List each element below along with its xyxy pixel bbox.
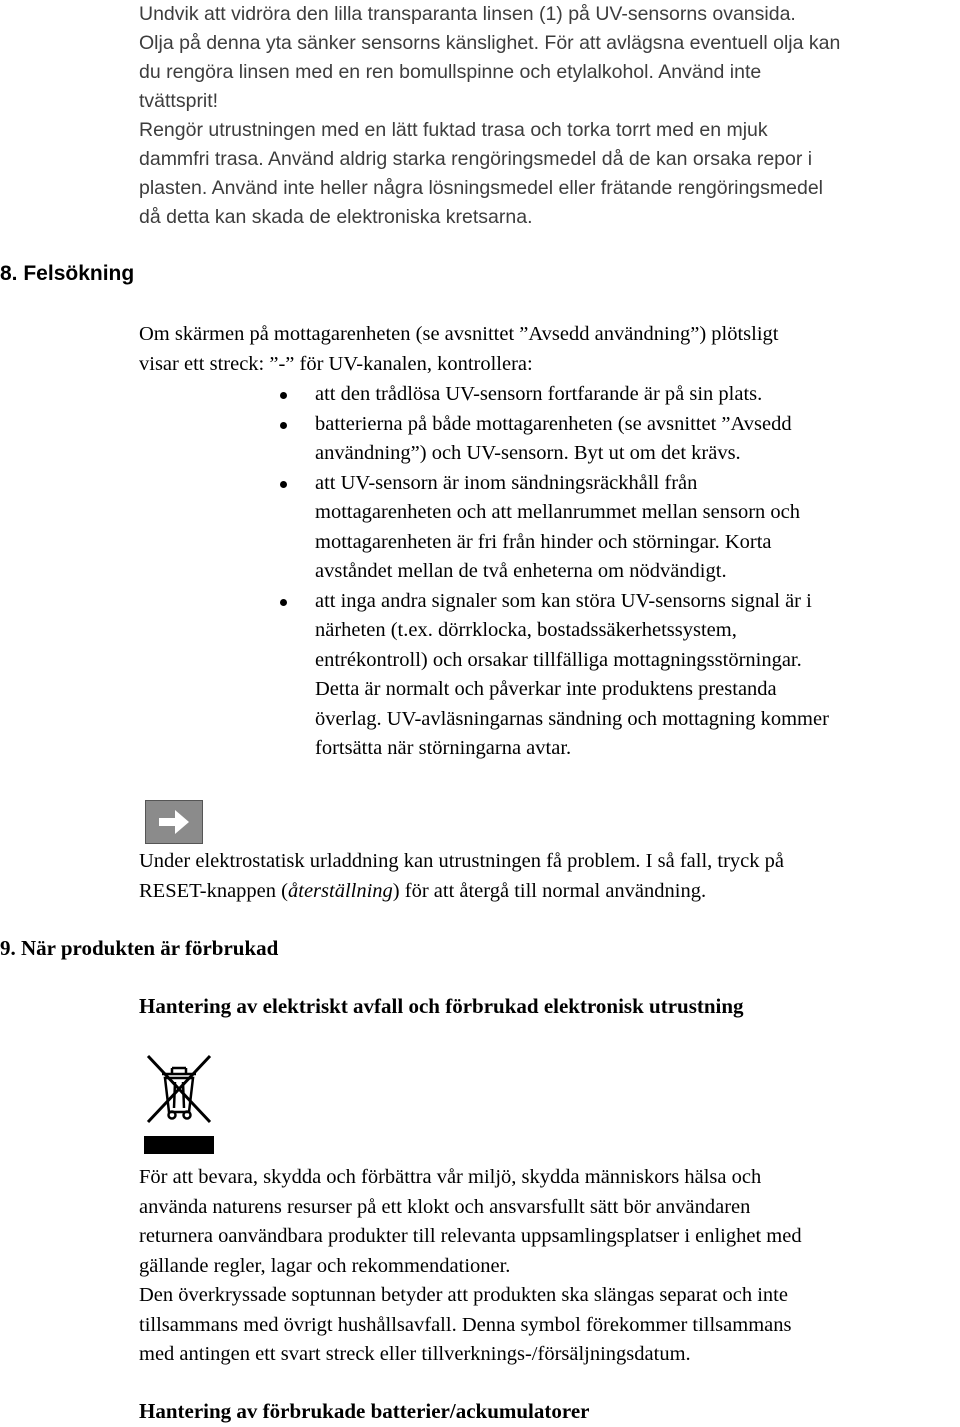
text-line: visar ett streck: ”-” för UV-kanalen, kontrollera: [139,352,533,375]
text-line: tillsammans med övrigt hushållsavfall. Denna symbol förekommer tillsammans [139,1313,792,1336]
text-line: Olja på denna yta sänker sensorns känslighet. För att avlägsna eventuell olja kan [139,32,841,54]
text-span: ) för att återgå till normal användning. [392,879,707,902]
text-line: avståndet mellan de två enheterna om nödvändigt. [315,560,727,582]
esd-note [139,847,959,906]
text-line: då detta kan skada de elektroniska kretsarna. [139,206,533,228]
text-span: RESET-knappen ( [139,879,288,902]
text-line: att inga andra signaler som kan störa UV-sensorns signal är i [315,589,812,612]
section-heading-troubleshooting: 8. Felsökning [0,262,135,285]
list-item [139,469,959,587]
bullet-icon [280,599,287,606]
text-line: För att bevara, skydda och förbättra vår miljö, skydda människors hälsa och [139,1166,762,1188]
text-line: närheten (t.ex. dörrklocka, bostadssäkerhetssystem, [315,619,737,641]
text-line: Undvik att vidröra den lilla transparanta linsen (1) på UV-sensorns ovansida. [139,3,796,25]
text-line: Under elektrostatisk urladdning kan utrustningen få problem. I så fall, tryck på [139,850,784,872]
bullet-icon [280,392,287,399]
list-item [139,410,959,469]
text-line: entrékontroll) och orsakar tillfälliga mottagningsstörningar. [315,648,802,671]
text-line: överlag. UV-avläsningarnas sändning och mottagning kommer [315,707,829,730]
arrow-right-icon [145,800,203,844]
text-line: att UV-sensorn är inom sändningsräckhåll från [315,471,698,494]
text-line: Den överkryssade soptunnan betyder att produkten ska slängas separat och inte [139,1284,788,1306]
text-line: batterierna på både mottagarenheten (se avsnittet ”Avsedd [315,412,792,435]
text-line: du rengöra linsen med en ren bomullspinne och etylalkohol. Använd inte [139,61,762,83]
weee-paragraph [139,1163,959,1370]
list-item [139,380,959,410]
text-line [139,877,959,907]
weee-heading: Hantering av elektriskt avfall och förbrukad elektronisk utrustning [139,994,744,1018]
crossed-out-wheelie-bin-icon [144,1052,214,1156]
text-line: mottagarenheten är fri från hinder och störningar. Korta [315,530,772,553]
troubleshoot-intro [139,320,959,379]
cleaning-paragraph-lens [139,0,959,116]
text-line: tvättsprit! [139,90,219,112]
text-line: mottagarenheten och att mellanrummet mellan sensorn och [315,501,801,523]
text-line: Rengör utrustningen med en lätt fuktad trasa och torka torrt med en mjuk [139,119,768,141]
bullet-icon [280,481,287,488]
text-line: använda naturens resurser på ett klokt och ansvarsfullt sätt bör användaren [139,1195,751,1218]
text-line: dammfri trasa. Använd aldrig starka rengöringsmedel då de kan orsaka repor i [139,148,813,170]
text-line: fortsätta när störningarna avtar. [315,737,572,759]
checklist [139,380,959,764]
text-line: Om skärmen på mottagarenheten (se avsnittet ”Avsedd användning”) plötsligt [139,323,779,345]
section-heading-disposal: 9. När produkten är förbrukad [0,936,279,960]
battery-heading: Hantering av förbrukade batterier/ackumulatorer [139,1399,590,1423]
text-line: gällande regler, lagar och rekommendationer. [139,1254,511,1277]
text-line: plasten. Använd inte heller några lösningsmedel eller frätande rengöringsmedel [139,177,824,199]
cleaning-paragraph-equipment [139,116,959,232]
reset-term: återställning [288,879,393,902]
text-line: returnera oanvändbara produkter till relevanta uppsamlingsplatser i enlighet med [139,1225,802,1247]
text-line: med antingen ett svart streck eller tillverknings-/försäljningsdatum. [139,1343,691,1365]
bullet-icon [280,422,287,429]
list-item [139,587,959,764]
text-line: användning”) och UV-sensorn. Byt ut om det krävs. [315,442,741,464]
text-line: att den trådlösa UV-sensorn fortfarande är på sin plats. [315,383,763,405]
text-line: Detta är normalt och påverkar inte produktens prestanda [315,678,777,700]
